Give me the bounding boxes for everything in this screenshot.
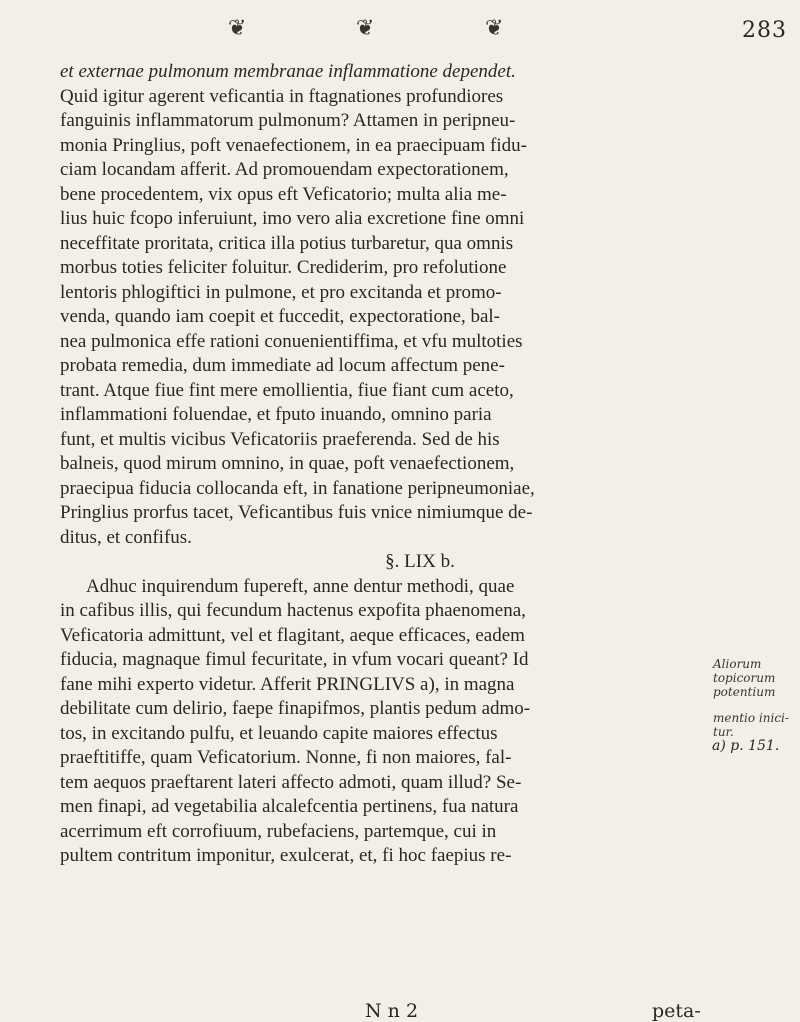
text-line: fane mihi experto videtur. Afferit PRINGLIVS a), in magna xyxy=(60,673,515,695)
body-text xyxy=(60,60,780,869)
catchword: peta- xyxy=(652,1000,701,1022)
text-line: fanguinis inflammatorum pulmonum? Attamen in peripneu- xyxy=(60,110,516,131)
text-line: lius huic fcopo inferuiunt, imo vero alia excretione fine omni xyxy=(60,208,525,229)
ornament-icon: ❦ xyxy=(356,16,375,41)
text-line: trant. Atque fiue fint mere emollientia, fiue fiant cum aceto, xyxy=(60,379,514,401)
text-line: tos, in excitando pulfu, et leuando capite maiores effectus xyxy=(60,722,498,744)
text-line: neceffitate proritata, critica illa potius turbaretur, qua omnis xyxy=(60,232,514,254)
text-line: tem aequos praeftarent lateri affecto admoti, quam illud? Se- xyxy=(60,771,522,793)
text-line: praeftitiffe, quam Veficatorium. Nonne, fi non maiores, fal- xyxy=(60,747,512,768)
text-line: ciam locandam afferit. Ad promouendam expectorationem, xyxy=(60,159,509,180)
margin-reference: a) p. 151. xyxy=(712,738,780,754)
text-line: monia Pringlius, poft venaefectionem, in ea praecipuam fidu- xyxy=(60,134,527,156)
margin-note: potentium xyxy=(713,685,776,699)
ornament-icon: ❦ xyxy=(228,16,247,41)
text-line: pultem contritum imponitur, exulcerat, et, fi hoc faepius re- xyxy=(60,845,512,866)
text-line: fiducia, magnaque fimul fecuritate, in vfum vocari queant? Id xyxy=(60,649,529,670)
text-line: in cafibus illis, qui fecundum hactenus expofita phaenomena, xyxy=(60,600,526,621)
text-line: et externae pulmonum membranae inflammatione dependet. xyxy=(60,61,516,82)
text-line: balneis, quod mirum omnino, in quae, poft venaefectionem, xyxy=(60,453,515,474)
text-line: inflammationi foluendae, et fputo inuando, omnino paria xyxy=(60,404,492,425)
page-number: 283 xyxy=(742,18,787,43)
text-line: morbus toties feliciter foluitur. Crediderim, pro refolutione xyxy=(60,257,507,278)
margin-note: tur. xyxy=(713,725,734,739)
text-line: bene procedentem, vix opus eft Veficatorio; multa alia me- xyxy=(60,183,507,205)
text-line: venda, quando iam coepit et fuccedit, expectoratione, bal- xyxy=(60,306,500,327)
text-line: praecipua fiducia collocanda eft, in fanatione peripneumoniae, xyxy=(60,477,535,499)
text-line: Quid igitur agerent veficantia in ftagnationes profundiores xyxy=(60,85,504,107)
text-line: men finapi, ad vegetabilia alcalefcentia pertinens, fua natura xyxy=(60,796,519,817)
signature-mark: N n 2 xyxy=(365,1000,419,1022)
margin-note: topicorum xyxy=(713,671,776,685)
ornament-icon: ❦ xyxy=(485,16,504,41)
text-line: Adhuc inquirendum fupereft, anne dentur methodi, quae xyxy=(86,575,515,597)
text-line: funt, et multis vicibus Veficatoriis praeferenda. Sed de his xyxy=(60,428,500,450)
text-line: probata remedia, dum immediate ad locum affectum pene- xyxy=(60,355,505,376)
text-line: ditus, et confifus. xyxy=(60,526,192,548)
text-line: Veficatoria admittunt, vel et flagitant, aeque efficaces, eadem xyxy=(60,624,525,646)
page-header xyxy=(0,4,800,64)
text-line: Pringlius prorfus tacet, Veficantibus fuis vnice nimiumque de- xyxy=(60,502,533,523)
margin-note: Aliorum xyxy=(713,657,762,671)
margin-note: mentio inici- xyxy=(713,711,789,725)
text-line: acerrimum eft corrofiuum, rubefaciens, partemque, cui in xyxy=(60,820,497,842)
text-line: nea pulmonica effe rationi conuenientiffima, et vfu multoties xyxy=(60,330,523,352)
text-line: lentoris phlogiftici in pulmone, et pro excitanda et promo- xyxy=(60,281,502,303)
text-line: §. LIX b. xyxy=(385,551,455,572)
text-line: debilitate cum delirio, faepe finapifmos, plantis pedum admo- xyxy=(60,698,531,719)
